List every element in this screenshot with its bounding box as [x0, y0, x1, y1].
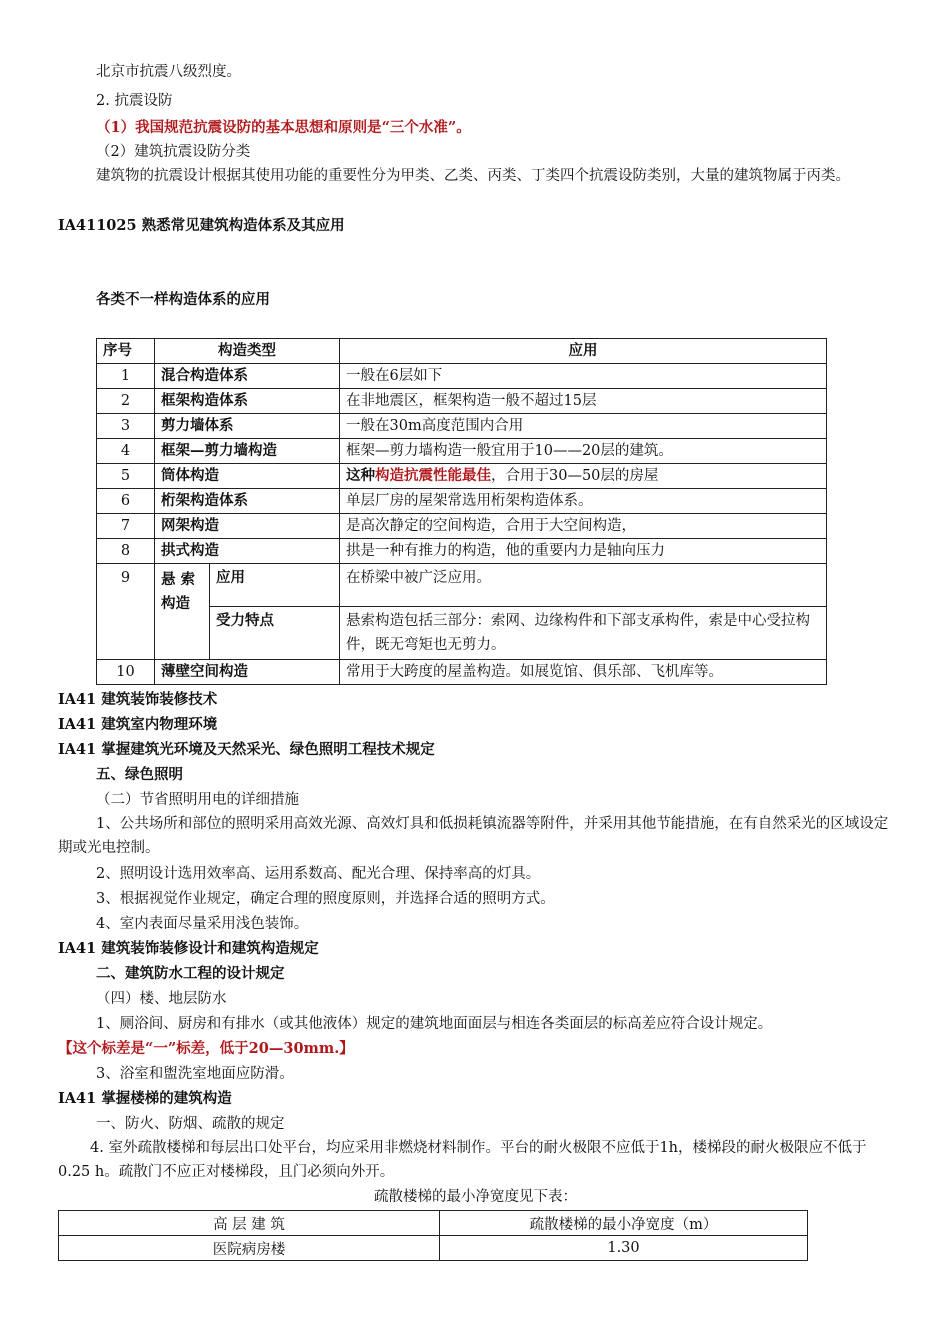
table-row: [97, 439, 827, 464]
structure-type: 薄壁空间构造: [155, 660, 340, 685]
table-title: 各类不一样构造体系的应用: [96, 291, 270, 308]
section-heading: 五、绿色照明: [96, 766, 183, 783]
subsection-heading: （二）节省照明用电的详细措施: [96, 792, 299, 808]
table-row: [97, 564, 827, 607]
paragraph: 1、厕浴间、厨房和有排水（或其他液体）规定的建筑地面面层与相连各类面层的标高差应符合设计规定。: [96, 1016, 773, 1032]
application-cell: 框架—剪力墙构造一般宜用于10——20层的建筑。: [340, 439, 827, 464]
table-row: [97, 414, 827, 439]
application-cell: 在桥梁中被广泛应用。: [340, 564, 827, 607]
application-cell: 在非地震区，框架构造一般不超过15层: [340, 389, 827, 414]
sub-label: 受力特点: [210, 607, 340, 660]
paragraph: 4、室内表面尽量采用浅色装饰。: [96, 916, 309, 932]
table-row: [59, 1236, 808, 1261]
structure-type: 剪力墙体系: [155, 414, 340, 439]
chapter-heading: IA411025 熟悉常见建筑构造体系及其应用: [58, 217, 345, 234]
paragraph: 3、浴室和盥洗室地面应防滑。: [96, 1066, 294, 1082]
row-number: 8: [97, 539, 155, 564]
chapter-heading: IA41 掌握建筑光环境及天然采光、绿色照明工程技术规定: [58, 741, 435, 758]
section-heading: 二、建筑防水工程的设计规定: [96, 965, 285, 982]
paragraph: 4. 室外疏散楼梯和每层出口处平台，均应采用非燃烧材料制作。平台的耐火极限不应低于1h，楼梯段的耐火极限应不低于0.25 h。疏散门不应正对楼梯段，且门必须向外开。: [58, 1140, 867, 1180]
header-cell: 序号: [97, 339, 155, 364]
paragraph: 1、公共场所和部位的照明采用高效光源、高效灯具和低损耗镇流器等附件，并采用其他节能措施，在有自然采光的区域设定期或光电控制。: [58, 816, 889, 856]
row-number: 7: [97, 514, 155, 539]
structure-type: 混合构造体系: [155, 364, 340, 389]
table-header-row: [59, 1211, 808, 1236]
application-text: ，合用于30—50层的房屋: [491, 468, 659, 484]
structure-type: 网架构造: [155, 514, 340, 539]
paragraph: 建筑物的抗震设计根据其使用功能的重要性分为甲类、乙类、丙类、丁类四个抗震设防类别，大量的建筑物属于丙类。: [96, 168, 850, 184]
table-row: [97, 514, 827, 539]
structure-table: [96, 338, 827, 685]
application-cell: [340, 464, 827, 489]
application-cell: 一般在30m高度范围内合用: [340, 414, 827, 439]
structure-type: 拱式构造: [155, 539, 340, 564]
stair-width-table: [58, 1210, 808, 1261]
row-number: 4: [97, 439, 155, 464]
application-cell: 是高次静定的空间构造，合用于大空间构造，: [340, 514, 827, 539]
highlight-text: 构造抗震性能最佳: [375, 467, 491, 484]
header-cell: 构造类型: [155, 339, 340, 364]
row-number: 10: [97, 660, 155, 685]
chapter-heading: IA41 掌握楼梯的建筑构造: [58, 1090, 232, 1107]
application-cell: 单层厂房的屋架常选用桁架构造体系。: [340, 489, 827, 514]
subsection-heading: （四）楼、地层防水: [96, 991, 227, 1007]
structure-type: 桁架构造体系: [155, 489, 340, 514]
header-cell: 高 层 建 筑: [59, 1211, 440, 1236]
chapter-heading: IA41 建筑装饰装修技术: [58, 691, 218, 708]
text-line: 北京市抗震八级烈度。: [96, 64, 241, 80]
table-row: [97, 489, 827, 514]
subsection-heading: （2）建筑抗震设防分类: [96, 144, 251, 160]
header-cell: 应用: [340, 339, 827, 364]
table-row: [97, 364, 827, 389]
row-number: 9: [97, 564, 155, 660]
chapter-heading: IA41 建筑装饰装修设计和建筑构造规定: [58, 940, 319, 957]
highlight-note: 【这个标差是“一”标差，低于20—30mm.】: [58, 1040, 354, 1057]
table-row: [97, 539, 827, 564]
table-caption: 疏散楼梯的最小净宽度见下表：: [374, 1189, 577, 1205]
structure-type: 悬 索构造: [155, 564, 210, 660]
application-cell: 常用于大跨度的屋盖构造。如展览馆、俱乐部、飞机库等。: [340, 660, 827, 685]
structure-type: 筒体构造: [155, 464, 340, 489]
row-number: 6: [97, 489, 155, 514]
table-header-row: [97, 339, 827, 364]
application-cell: 拱是一种有推力的构造，他的重要内力是轴向压力: [340, 539, 827, 564]
application-cell: 一般在6层如下: [340, 364, 827, 389]
section-heading: 2. 抗震设防: [96, 93, 173, 109]
table-row: [97, 464, 827, 489]
chapter-heading: IA41 建筑室内物理环境: [58, 716, 218, 733]
building-type: 医院病房楼: [59, 1236, 440, 1261]
highlight-line: （1）我国规范抗震设防的基本思想和原则是“三个水准”。: [96, 119, 471, 136]
min-width-value: 1.30: [440, 1236, 808, 1261]
paragraph: 3、根据视觉作业规定，确定合理的照度原则，并选择合适的照明方式。: [96, 891, 555, 907]
row-number: 3: [97, 414, 155, 439]
structure-type: 框架构造体系: [155, 389, 340, 414]
sub-label: 应用: [210, 564, 340, 607]
table-row: [97, 389, 827, 414]
table-row: [97, 660, 827, 685]
structure-type: 框架—剪力墙构造: [155, 439, 340, 464]
header-cell: 疏散楼梯的最小净宽度（m）: [440, 1211, 808, 1236]
row-number: 1: [97, 364, 155, 389]
row-number: 5: [97, 464, 155, 489]
paragraph: 2、照明设计选用效率高、运用系数高、配光合理、保持率高的灯具。: [96, 866, 541, 882]
row-number: 2: [97, 389, 155, 414]
section-heading: 一、防火、防烟、疏散的规定: [96, 1116, 285, 1132]
application-text: 这种: [346, 467, 375, 484]
application-cell: 悬索构造包括三部分：索网、边缘构件和下部支承构件，索是中心受拉构件，既无弯矩也无剪力。: [340, 607, 827, 660]
